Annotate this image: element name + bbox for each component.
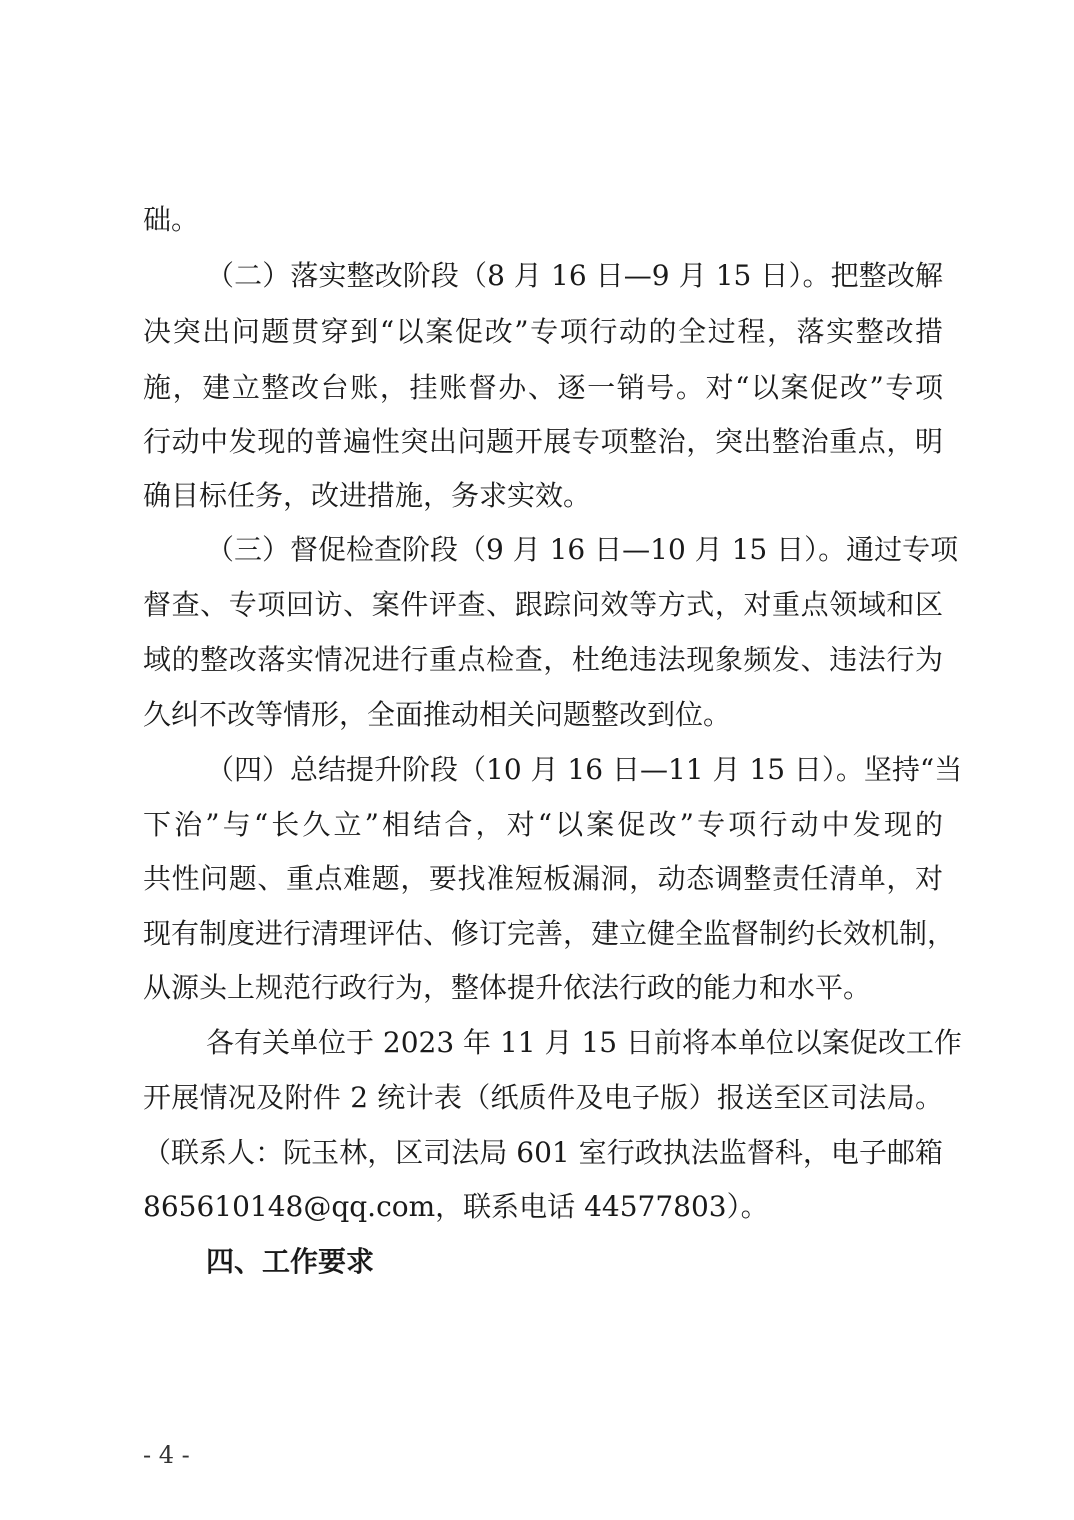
section-heading: 四、工作要求 <box>206 1245 375 1278</box>
text-line: 础。 <box>143 203 200 236</box>
text-line: （四）总结提升阶段（10 月 16 日—11 月 15 日）。坚持“当 <box>206 753 963 786</box>
text-line: 共性问题、重点难题，要找准短板漏洞，动态调整责任清单，对 <box>143 862 943 895</box>
text-line: 久纠不改等情形，全面推动相关问题整改到位。 <box>143 698 732 731</box>
text-line: 施，建立整改台账，挂账督办、逐一销号。对“以案促改”专项 <box>143 371 943 404</box>
text-line: 确目标任务，改进措施，务求实效。 <box>143 479 592 512</box>
text-line: 865610148@qq.com，联系电话 44577803）。 <box>143 1190 769 1223</box>
text-line: （三）督促检查阶段（9 月 16 日—10 月 15 日）。通过专项 <box>206 533 959 566</box>
text-line: 各有关单位于 2023 年 11 月 15 日前将本单位以案促改工作 <box>206 1026 962 1059</box>
text-line: （二）落实整改阶段（8 月 16 日—9 月 15 日）。把整改解 <box>206 259 943 292</box>
text-line: 现有制度进行清理评估、修订完善，建立健全监督制约长效机制， <box>143 917 956 950</box>
text-line: 决突出问题贯穿到“以案促改”专项行动的全过程，落实整改措 <box>143 315 943 348</box>
text-line: 行动中发现的普遍性突出问题开展专项整治，突出整治重点，明 <box>143 425 943 458</box>
text-line: 开展情况及附件 2 统计表（纸质件及电子版）报送至区司法局。 <box>143 1081 943 1114</box>
text-line: （联系人：阮玉林，区司法局 601 室行政执法监督科，电子邮箱 <box>143 1136 943 1169</box>
text-line: 督查、专项回访、案件评查、跟踪问效等方式，对重点领域和区 <box>143 588 943 621</box>
text-line: 下治”与“长久立”相结合，对“以案促改”专项行动中发现的 <box>143 808 943 841</box>
text-line: 从源头上规范行政行为，整体提升依法行政的能力和水平。 <box>143 971 872 1004</box>
page-number: - 4 - <box>143 1441 190 1469</box>
text-line: 域的整改落实情况进行重点检查，杜绝违法现象频发、违法行为 <box>143 643 943 676</box>
